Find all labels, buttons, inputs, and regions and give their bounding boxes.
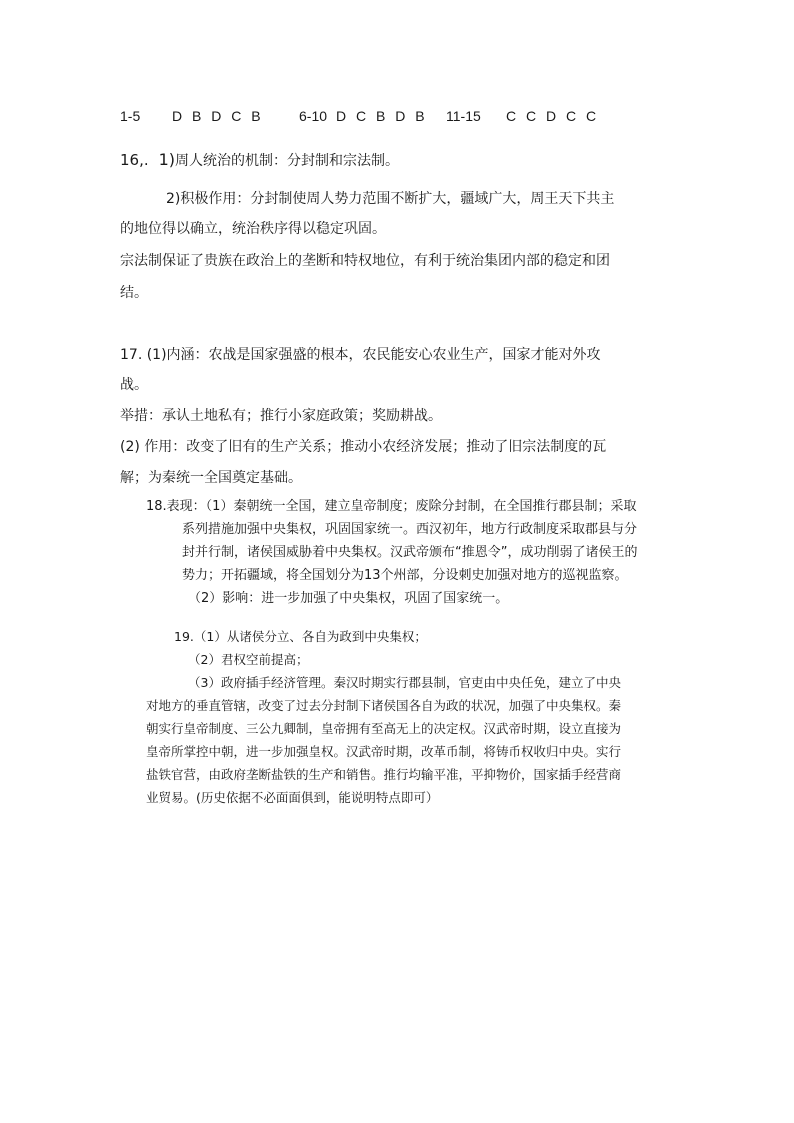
q19-line1: 19.（1）从诸侯分立、各自为政到中央集权； [174, 629, 427, 644]
q17-line2: 战。 [120, 377, 148, 393]
q19-line7: 盐铁官营，由政府垄断盐铁的生产和销售。推行均输平准，平抑物价，国家插手经营商 [146, 767, 622, 782]
q18-line4: 势力；开拓疆域，将全国划分为13个州部，分设刺史加强对地方的巡视监察。 [182, 568, 628, 583]
q19-line3: （3）政府插手经济管理。秦汉时期实行郡县制，官吏由中央任免，建立了中央 [188, 675, 621, 690]
q16-part1-number: 1) [158, 150, 176, 169]
answer-range-11-15: 11-15 [446, 108, 481, 124]
answer-range-1-5: 1-5 [120, 108, 141, 124]
q17-line4: (2) 作用：改变了旧有的生产关系；推动小农经济发展；推动了旧宗法制度的瓦 [120, 439, 607, 455]
q16-part2-line1: 2)积极作用：分封制使周人势力范围不断扩大，疆域广大，周王天下共主 [166, 191, 615, 207]
q16-number: 16,. [120, 151, 149, 169]
q16-part1-text: 周人统治的机制：分封制和宗法制。 [175, 153, 400, 169]
q16-part3-line1: 宗法制保证了贵族在政治上的垄断和特权地位，有利于统治集团内部的稳定和团 [120, 253, 610, 269]
q16-part3-line2: 结。 [120, 285, 148, 301]
q19-line4: 对地方的垂直管辖，改变了过去分封制下诸侯国各自为政的状况，加强了中央集权。秦 [146, 698, 622, 713]
q18-line3: 封并行制，诸侯国威胁着中央集权。汉武帝颁布“推恩令”，成功削弱了诸侯王的 [182, 545, 638, 560]
q18-line5: （2）影响：进一步加强了中央集权，巩固了国家统一。 [188, 591, 509, 606]
q18-line2: 系列措施加强中央集权，巩固国家统一。西汉初年，地方行政制度采取郡县与分 [182, 522, 638, 537]
q17-line1: 17. (1)内涵：农战是国家强盛的根本，农民能安心农业生产，国家才能对外攻 [120, 347, 601, 363]
q17-line5: 解；为秦统一全国奠定基础。 [120, 470, 302, 486]
answer-letters-1-5: D B D C B [172, 108, 264, 124]
answer-letters-6-10: D C B D B [336, 108, 428, 124]
q19-line2: （2）君权空前提高； [188, 652, 309, 667]
answer-letters-11-15: C C D C C [506, 108, 600, 124]
q17-line3: 举措：承认土地私有；推行小家庭政策；奖励耕战。 [120, 408, 442, 424]
answer-range-6-10: 6-10 [299, 108, 328, 124]
q19-line8: 业贸易。(历史依据不必面面俱到，能说明特点即可） [146, 790, 439, 805]
q19-line5: 朝实行皇帝制度、三公九卿制，皇帝拥有至高无上的决定权。汉武帝时期，设立直接为 [146, 721, 622, 736]
q18-line1: 18.表现：（1）秦朝统一全国，建立皇帝制度；废除分封制，在全国推行郡县制；采取 [146, 499, 637, 514]
q16-part2-line2: 的地位得以确立，统治秩序得以稳定巩固。 [120, 221, 386, 237]
q19-line6: 皇帝所掌控中朝，进一步加强皇权。汉武帝时期，改革币制，将铸币权收归中央。实行 [146, 744, 622, 759]
